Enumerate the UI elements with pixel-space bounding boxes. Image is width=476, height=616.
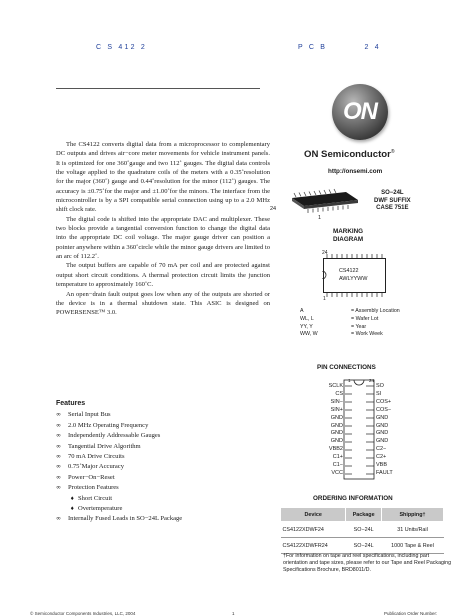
header-left: C S 412 2 [96,44,147,51]
bullet-icon: ∞ [56,473,61,481]
ordering-information-title: ORDERING INFORMATION [313,495,393,502]
column-header: Shipping† [381,508,443,522]
pin-label: COS+ [376,398,392,405]
pin-label: GND [376,430,389,437]
marking-legend [300,308,400,339]
column-header: Device [281,508,346,522]
header-right: P C B 2 4 [298,44,381,51]
feature-item: ∞ Protection Features [56,483,270,493]
table-cell: CS4122XDWFR24 [281,538,346,554]
marking-pin-1: 1 [323,296,326,302]
pin-label: VBB [376,462,388,469]
package-label: SO−24L DWF SUFFIX CASE 751E [374,190,411,212]
logo-text: ON [343,98,377,125]
pin-label: C1+ [332,454,343,461]
feature-item: ∞ Serial Input Bus [56,410,270,420]
legend-row: WL, L = Wafer Lot [300,315,379,322]
pin-1-number: 1 [348,378,351,383]
ordering-table [280,507,444,554]
pin-label: C1− [332,462,343,469]
description-paragraph: The output buffers are capable of 70 mA per coil and are protected against output short circuit conditions. A thermal protection circuit limits the junction temperature to approximately 160˚C. [56,262,270,289]
feature-item: ∞ 2.0 MHz Operating Frequency [56,421,270,431]
table-cell: 31 Units/Rail [381,522,443,538]
ordering-footnote: †For information on tape and reel specifications, including part orientation and tape sizes, please refer to our Tape and Reel Packaging Specifications Brochure, BRD8011/D. [283,553,452,574]
pin-label: GND [330,430,343,437]
pin-label: C2− [376,446,387,453]
description [56,140,270,318]
table-cell: SO−24L [346,522,382,538]
pin-connections-title: PIN CONNECTIONS [317,364,376,371]
feature-item: ∞ Power−On−Reset [56,473,270,483]
column-header: Package [346,508,382,522]
bullet-icon: ∞ [56,411,61,419]
pin-24-number: 24 [369,378,375,383]
pin-label: SIN− [330,398,343,405]
bullet-icon: ∞ [56,421,61,429]
features-title: Features [56,400,86,407]
so24l-package-icon [284,188,364,216]
registered-mark: ® [390,149,395,155]
marking-text: CS4122 AWLYYWW [339,268,368,282]
pin-label: C2+ [376,454,387,461]
pin-labels-left [300,383,343,478]
diamond-bullet-icon: ♦ [70,506,75,513]
pin-label: GND [376,414,389,421]
title-rule [56,88,260,89]
brand-name: ON Semiconductor® [304,149,395,161]
feature-item: ∞ 70 mA Drive Circuits [56,452,270,462]
pin-label: GND [376,422,389,429]
feature-item: ∞ Tangential Drive Algorithm [56,442,270,452]
legend-row: YY, Y = Year [300,323,367,330]
pin-label: CS [335,390,343,397]
legend-row: A = Assembly Location [300,308,400,314]
feature-item: ∞ Independently Addressable Gauges [56,431,270,441]
table-cell: CS4122XDWF24 [281,522,346,538]
bullet-icon: ∞ [56,453,61,461]
table-cell: SO−24L [346,538,382,554]
pin-label: SIN+ [330,406,343,413]
pin-label: FAULT [376,469,393,476]
legend-row: WW, W = Work Week [300,331,383,338]
marking-pin-24: 24 [322,250,328,256]
feature-item: ∞ Internally Fused Leads in SO−24L Package [56,514,270,524]
pin-label: SCLK [328,383,343,389]
package-pin-1-label: 1 [318,215,322,221]
bullet-icon: ∞ [56,484,61,492]
pin-label: GND [330,422,343,429]
feature-subitem: ♦ Short Circuit [56,494,270,504]
marking-diagram-title: MARKING DIAGRAM [333,228,364,243]
website-link[interactable]: http://onsemi.com [328,168,383,175]
footer-publication: Publication Order Number: [384,611,438,616]
pin-labels-right [376,383,416,478]
description-paragraph: The digital code is shifted into the appropriate DAC and multiplexer. These two blocks provide a tangential conversion function to change the digital data into the appropriate DC coil voltage. The major gauge driver can position a pointer anywhere within a 360˚circle while the minor gauge drivers are limited to an arc of 112.2˚. [56,215,270,261]
feature-subitem: ♦ Overtemperature [56,504,270,514]
features-list [56,399,270,525]
pin-label: COS− [376,406,392,413]
table-header-row [281,508,444,522]
package-pin-24-label: 24 [270,206,277,212]
pin-label: VBB2 [328,446,343,453]
pin-label: GND [330,438,343,445]
description-paragraph: An open−drain fault output goes low when any of the outputs are shorted or the device is in a thermal shutdown state. This ASIC is designed on POWERSENSE™ 3.0. [56,290,270,317]
bullet-icon: ∞ [56,442,61,450]
pin-label: VCC [331,469,343,476]
table-row [281,538,444,554]
pin-label: GND [330,414,343,421]
footer-page-number: 1 [232,611,235,616]
description-paragraph: The CS4122 converts digital data from a microprocessor to complementary DC outputs and drives air−core meter movements for vehicle instrument panels. It is optimized for one 360˚gauge and two 112˚ gauges. The digital data controls the voltage applied to the quadrature coils of the meters with a 0.35˚resolution for the major (360˚) gauge and 0.44˚resolution for the minor (112˚) gauges. The accuracy is ±0.75˚for the major and ±1.00˚for the minors. The interface from the microcontroller is by a SPI compatible serial connection using up to a 2.0 MHz shift clock rate. [56,141,270,214]
diamond-bullet-icon: ♦ [70,495,75,502]
table-row [281,522,444,538]
footer-copyright: © Semiconductor Components Industries, LLC, 2004 [30,611,136,616]
feature-item: ∞ 0.75˚Major Accuracy [56,462,270,472]
bullet-icon: ∞ [56,515,61,523]
notch-icon [322,271,328,279]
bullet-icon: ∞ [56,463,61,471]
on-semi-logo[interactable] [332,84,388,140]
pin-label: SO [376,383,384,389]
bullet-icon: ∞ [56,432,61,440]
pin-label: SI [376,390,382,397]
pin-label: GND [376,438,389,445]
table-cell: 1000 Tape & Reel [381,538,443,554]
